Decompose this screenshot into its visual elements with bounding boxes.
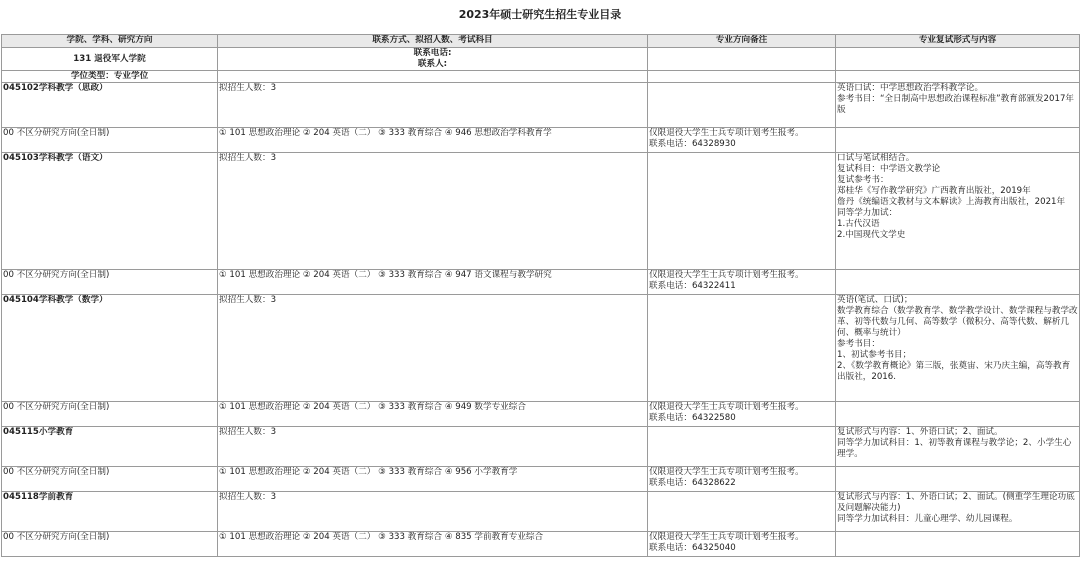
major-note: [648, 83, 836, 128]
research-direction: 00 不区分研究方向(全日制): [2, 128, 218, 153]
major-row: [2, 153, 1080, 270]
direction-row: [2, 532, 1080, 557]
retest-content: [836, 128, 1080, 153]
major-name: 045103学科教学（语文）: [2, 153, 218, 270]
header-row: [2, 35, 1080, 48]
enrollment-count: 拟招生人数：3: [218, 153, 648, 270]
column-header: 联系方式、拟招人数、考试科目: [218, 35, 648, 48]
direction-row: [2, 128, 1080, 153]
major-row: [2, 427, 1080, 467]
college-row: [2, 48, 1080, 71]
exam-subjects: ① 101 思想政治理论 ② 204 英语（二） ③ 333 教育综合 ④ 946 思想政治学科教育学: [218, 128, 648, 153]
column-header: 学院、学科、研究方向: [2, 35, 218, 48]
catalog-table: [1, 34, 1080, 557]
retest-content: [836, 270, 1080, 295]
direction-note: 仅限退役大学生士兵专项计划考生报考。 联系电话：64325040: [648, 532, 836, 557]
retest-content: [836, 532, 1080, 557]
major-name: 045115小学教育: [2, 427, 218, 467]
retest-content: 复试形式与内容：1、外语口试；2、面试。 同等学力加试科目：1、初等教育课程与教学论；2、小学生心理学。: [836, 427, 1080, 467]
retest-content: 口试与笔试相结合。 复试科目：中学语文教学论 复试参考书： 郑桂华《写作教学研究》广西教育出版社，2019年 詹丹《统编语文教材与文本解读》上海教育出版社，2021年 同等学力加试： 1.古代汉语 2.中国现代文学史: [836, 153, 1080, 270]
major-note: [648, 492, 836, 532]
research-direction: 00 不区分研究方向(全日制): [2, 532, 218, 557]
major-row: [2, 492, 1080, 532]
phone-label: 联系电话:: [413, 48, 452, 58]
retest-content: 复试形式与内容：1、外语口试；2、面试。(侧重学生理论功底及问题解决能力) 同等学力加试科目：儿童心理学、幼儿园课程。: [836, 492, 1080, 532]
direction-note: 仅限退役大学生士兵专项计划考生报考。 联系电话：64322580: [648, 402, 836, 427]
direction-row: [2, 402, 1080, 427]
major-row: [2, 83, 1080, 128]
exam-subjects: ① 101 思想政治理论 ② 204 英语（二） ③ 333 教育综合 ④ 947 语文课程与教学研究: [218, 270, 648, 295]
college-contact: [218, 48, 648, 71]
enrollment-count: 拟招生人数：3: [218, 83, 648, 128]
retest-content: 英语口试：中学思想政治学科教学论。 参考书目：“全日制高中思想政治课程标准”教育部颁发2017年版: [836, 83, 1080, 128]
major-note: [648, 427, 836, 467]
research-direction: 00 不区分研究方向(全日制): [2, 270, 218, 295]
exam-subjects: ① 101 思想政治理论 ② 204 英语（二） ③ 333 教育综合 ④ 835 学前教育专业综合: [218, 532, 648, 557]
exam-subjects: ① 101 思想政治理论 ② 204 英语（二） ③ 333 教育综合 ④ 956 小学教育学: [218, 467, 648, 492]
major-note: [648, 295, 836, 402]
direction-note: 仅限退役大学生士兵专项计划考生报考。 联系电话：64328622: [648, 467, 836, 492]
major-name: 045102学科教学（思政）: [2, 83, 218, 128]
column-header: 专业复试形式与内容: [836, 35, 1080, 48]
college-name: 131 退役军人学院: [2, 48, 218, 71]
research-direction: 00 不区分研究方向(全日制): [2, 467, 218, 492]
direction-note: 仅限退役大学生士兵专项计划考生报考。 联系电话：64322411: [648, 270, 836, 295]
direction-row: [2, 270, 1080, 295]
enrollment-count: 拟招生人数：3: [218, 295, 648, 402]
retest-content: 英语(笔试、口试)； 数学教育综合（数学教育学、数学教学设计、数学课程与教学改革、初等代数与几何、高等数学（微积分、高等代数、解析几何、概率与统计） 参考书目： 1、初试参考书目； 2、《数学教育概论》第三版，张奠宙、宋乃庆主编，高等教育出版社，2016.: [836, 295, 1080, 402]
retest-content: [836, 402, 1080, 427]
major-name: 045118学前教育: [2, 492, 218, 532]
research-direction: 00 不区分研究方向(全日制): [2, 402, 218, 427]
contact-label: 联系人:: [417, 59, 448, 69]
degree-type: 学位类型：专业学位: [2, 71, 218, 83]
page-title: 2023年硕士研究生招生专业目录: [458, 8, 622, 21]
major-row: [2, 295, 1080, 402]
column-header: 专业方向备注: [648, 35, 836, 48]
major-name: 045104学科教学（数学）: [2, 295, 218, 402]
exam-subjects: ① 101 思想政治理论 ② 204 英语（二） ③ 333 教育综合 ④ 949 数学专业综合: [218, 402, 648, 427]
direction-row: [2, 467, 1080, 492]
direction-note: 仅限退役大学生士兵专项计划考生报考。 联系电话：64328930: [648, 128, 836, 153]
degree-type-row: [2, 71, 1080, 83]
enrollment-count: 拟招生人数：3: [218, 492, 648, 532]
retest-content: [836, 467, 1080, 492]
enrollment-count: 拟招生人数：3: [218, 427, 648, 467]
major-note: [648, 153, 836, 270]
